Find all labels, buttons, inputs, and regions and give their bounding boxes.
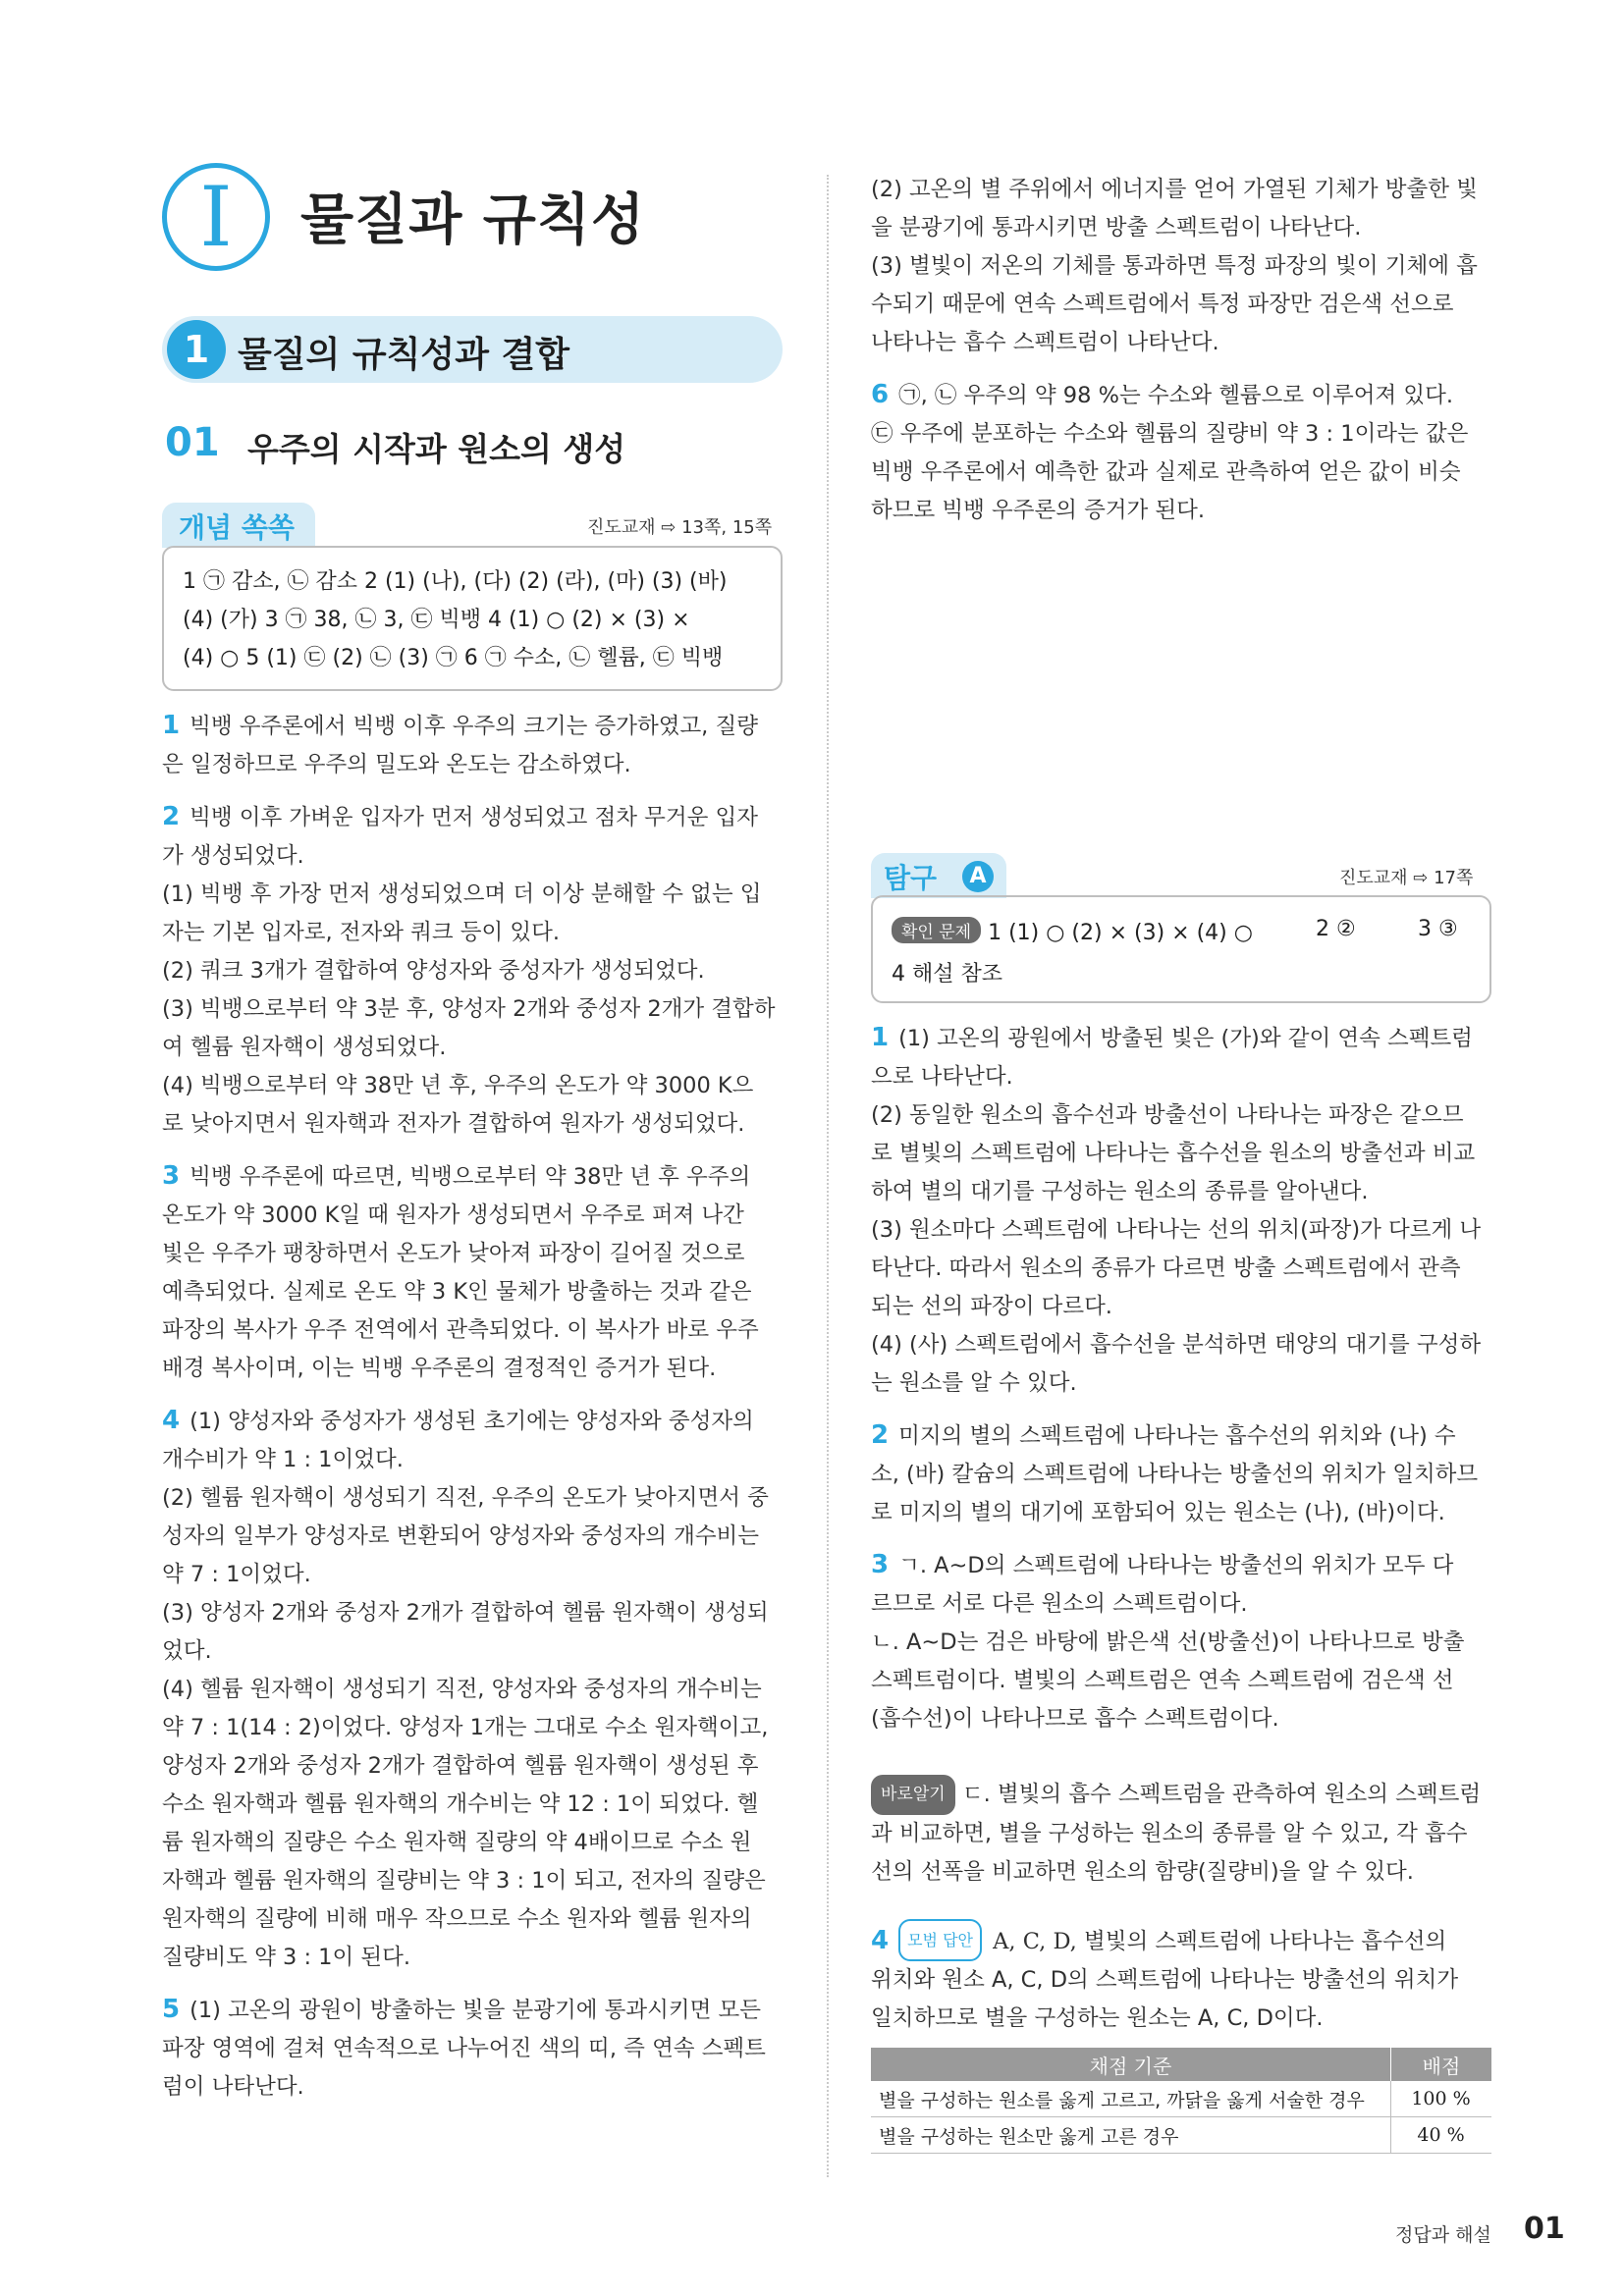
paragraph-line: (2) 동일한 원소의 흡수선과 방출선이 나타나는 파장은 같으므 (871, 1102, 1464, 1128)
model-answer-line: 일치하므로 별을 구성하는 원소는 A, C, D이다. (871, 2005, 1324, 2031)
paragraph-line: (2) 고온의 별 주위에서 에너지를 얻어 가열된 기체가 방출한 빛 (871, 177, 1478, 202)
paragraph-line: 파장 영역에 걸쳐 연속적으로 나누어진 색의 띠, 즉 연속 스펙트 (162, 2036, 766, 2061)
table-cell-criteria: 별을 구성하는 원소를 옳게 고르고, 까닭을 옳게 서술한 경우 (871, 2081, 1391, 2117)
concept-line: (4) (가) 3 ㉠ 38, ㉡ 3, ㉢ 빅뱅 4 (1) ○ (2) × (3) × (183, 608, 690, 632)
concept-tab-label: 개념 쏙쏙 (179, 511, 295, 544)
inquiry-reference: 진도교재 ⇨ 17쪽 (1339, 868, 1474, 888)
paragraph-line: 5 (1) 고온의 광원이 방출하는 빛을 분광기에 통과시키면 모든 (162, 1995, 761, 2024)
paragraph-line: 4 (1) 양성자와 중성자가 생성된 초기에는 양성자와 중성자의 (162, 1406, 754, 1435)
paragraph-line: (4) (사) 스펙트럼에서 흡수선을 분석하면 태양의 대기를 구성하 (871, 1332, 1482, 1358)
paragraph (871, 1546, 1491, 1738)
section-title: 물질의 규칙성과 결합 (238, 335, 570, 375)
paragraph-line: (3) 원소마다 스펙트럼에 나타나는 선의 위치(파장)가 다르게 나 (871, 1217, 1482, 1243)
paragraph-line: 하므로 빅뱅 우주론의 증거가 된다. (871, 498, 1206, 523)
paragraph-line: 스펙트럼이다. 별빛의 스펙트럼은 연속 스펙트럼에 검은색 선 (871, 1668, 1454, 1693)
paragraph-line: 으로 나타난다. (871, 1064, 1013, 1090)
inquiry-line-1 (892, 917, 1253, 945)
paragraph-line: (4) 헬륨 원자핵이 생성되기 직전, 양성자와 중성자의 개수비는 (162, 1677, 762, 1702)
question-number: 1 (162, 711, 181, 740)
paragraph-line: 로 낮아지면서 원자핵과 전자가 결합하여 원자가 생성되었다. (162, 1111, 745, 1137)
paragraph-line: 수되기 때문에 연속 스펙트럼에서 특정 파장만 검은색 선으로 (871, 292, 1454, 317)
paragraph (871, 1416, 1491, 1532)
paragraph-line: 1 빅뱅 우주론에서 빅뱅 이후 우주의 크기는 증가하였고, 질량 (162, 711, 758, 740)
paragraph-line: (1) 빅뱅 후 가장 먼저 생성되었으며 더 이상 분해할 수 없는 입 (162, 881, 762, 907)
question-number: 6 (871, 380, 890, 409)
concept-line: 1 ㉠ 감소, ㉡ 감소 2 (1) (나), (다) (2) (라), (마) (3) (바) (183, 569, 728, 594)
paragraph-line: 질량비도 약 3 : 1이 된다. (162, 1945, 411, 1970)
chapter-title: 물질과 규칙성 (300, 188, 646, 252)
table-header-score: 배점 (1391, 2048, 1492, 2081)
paragraph-line: 수소 원자핵과 헬륨 원자핵의 개수비는 약 12 : 1이 되었다. 헬 (162, 1791, 759, 1817)
correction-line: 과 비교하면, 별을 구성하는 원소의 종류를 알 수 있고, 각 흡수 (871, 1821, 1468, 1846)
inquiry-answer-3: 3 ③ (1418, 917, 1458, 941)
inquiry-answer-1: 1 (1) ○ (2) × (3) × (4) ○ (988, 921, 1253, 945)
paragraph-line: 예측되었다. 실제로 온도 약 3 K인 물체가 방출하는 것과 같은 (162, 1279, 752, 1305)
paragraph-line: 성자의 일부가 양성자로 변환되어 양성자와 중성자의 개수비는 (162, 1523, 760, 1549)
section-number: 1 (167, 320, 226, 379)
model-answer-block (871, 1919, 1491, 2038)
right-column-top-text (871, 171, 1491, 544)
paragraph-line: 가 생성되었다. (162, 843, 304, 869)
footer-label: 정답과 해설 (1395, 2224, 1491, 2246)
paragraph-line: 1 (1) 고온의 광원에서 방출된 빛은 (가)와 같이 연속 스펙트럼 (871, 1023, 1473, 1052)
paragraph-line: 파장의 복사가 우주 전역에서 관측되었다. 이 복사가 바로 우주 (162, 1317, 759, 1343)
paragraph-line: (3) 양성자 2개와 중성자 2개가 결합하여 헬륨 원자핵이 생성되 (162, 1600, 769, 1626)
question-number: 5 (162, 1995, 181, 2024)
question-number: 3 (162, 1161, 181, 1191)
correction-line: 바로알기 ㄷ. 별빛의 흡수 스펙트럼을 관측하여 원소의 스펙트럼 (871, 1775, 1491, 1815)
paragraph (162, 1157, 783, 1388)
inquiry-answer-2: 2 ② (1316, 917, 1356, 941)
paragraph (871, 1019, 1491, 1403)
paragraph-line: 자는 기본 입자로, 전자와 쿼크 등이 있다. (162, 920, 560, 945)
question-number: 2 (871, 1420, 890, 1450)
inquiry-badge: A (962, 861, 994, 892)
page-number: 01 (1524, 2212, 1565, 2246)
chapter-roman-badge (162, 163, 270, 271)
paragraph-line: 륨 원자핵의 질량은 수소 원자핵 질량의 약 4배이므로 수소 원 (162, 1830, 752, 1855)
paragraph-line: 빅뱅 우주론에서 예측한 값과 실제로 관측하여 얻은 값이 비슷 (871, 459, 1461, 485)
check-label: 확인 문제 (892, 917, 981, 943)
table-cell-score: 40 % (1391, 2117, 1492, 2154)
correction-block (871, 1775, 1491, 1892)
table-cell-score: 100 % (1391, 2081, 1492, 2117)
table-header-row (871, 2048, 1491, 2081)
correction-line: 선의 선폭을 비교하면 원소의 함량(질량비)을 알 수 있다. (871, 1859, 1414, 1885)
paragraph-line: 3 빅뱅 우주론에 따르면, 빅뱅으로부터 약 38만 년 후 우주의 (162, 1161, 751, 1191)
paragraph-line: 하여 별의 대기를 구성하는 원소의 종류를 알아낸다. (871, 1179, 1369, 1204)
paragraph (162, 707, 783, 784)
concept-reference: 진도교재 ⇨ 13쪽, 15쪽 (587, 517, 773, 538)
concept-line: (4) ○ 5 (1) ㉢ (2) ㉡ (3) ㉠ 6 ㉠ 수소, ㉡ 헬륨, ㉢ 빅뱅 (183, 646, 724, 670)
question-number: 1 (871, 1023, 890, 1052)
question-number: 3 (871, 1550, 890, 1579)
paragraph-line: 로 별빛의 스펙트럼에 나타나는 흡수선을 원소의 방출선과 비교 (871, 1141, 1476, 1166)
paragraph-line: 을 분광기에 통과시키면 방출 스펙트럼이 나타난다. (871, 215, 1362, 240)
paragraph-line: 약 7 : 1(14 : 2)이었다. 양성자 1개는 그대로 수소 원자핵이고, (162, 1715, 769, 1740)
model-answer-number: 4 (871, 1926, 890, 1955)
paragraph-line: 약 7 : 1이었다. (162, 1562, 311, 1587)
question-number: 2 (162, 802, 181, 831)
paragraph-line: 나타나는 흡수 스펙트럼이 나타난다. (871, 330, 1219, 355)
correction-label: 바로알기 (871, 1775, 955, 1815)
paragraph-line: 었다. (162, 1638, 212, 1664)
subsection-number: 01 (165, 420, 220, 465)
model-answer-line: 위치와 원소 A, C, D의 스펙트럼에 나타나는 방출선의 위치가 (871, 1967, 1459, 1993)
paragraph-line: 여 헬륨 원자핵이 생성되었다. (162, 1035, 447, 1060)
paragraph-line: 르므로 서로 다른 원소의 스펙트럼이다. (871, 1591, 1248, 1617)
paragraph-line: 럼이 나타난다. (162, 2074, 304, 2100)
paragraph-line: (흡수선)이 나타나므로 흡수 스펙트럼이다. (871, 1706, 1279, 1732)
paragraph-line: 3 ㄱ. A~D의 스펙트럼에 나타나는 방출선의 위치가 모두 다 (871, 1550, 1454, 1579)
paragraph-line: 되는 선의 파장이 다르다. (871, 1294, 1112, 1319)
paragraph-line: 6 ㉠, ㉡ 우주의 약 98 %는 수소와 헬륨으로 이루어져 있다. (871, 380, 1454, 409)
paragraph-line: (3) 빅뱅으로부터 약 3분 후, 양성자 2개와 중성자 2개가 결합하 (162, 996, 776, 1022)
paragraph-line: 온도가 약 3000 K일 때 원자가 생성되면서 우주로 퍼져 나간 (162, 1202, 744, 1228)
model-answer-line: 4 모범 답안 A, C, D, 별빛의 스펙트럼에 나타나는 흡수선의 (871, 1919, 1491, 1961)
paragraph-line: ㄴ. A~D는 검은 바탕에 밝은색 선(방출선)이 나타나므로 방출 (871, 1629, 1465, 1655)
chapter-roman: I (199, 169, 233, 265)
paragraph-line: (2) 헬륨 원자핵이 생성되기 직전, 우주의 온도가 낮아지면서 중 (162, 1485, 769, 1511)
paragraph-line: 타난다. 따라서 원소의 종류가 다르면 방출 스펙트럼에서 관측 (871, 1255, 1461, 1281)
paragraph-line: 양성자 2개와 중성자 2개가 결합하여 헬륨 원자핵이 생성된 후 (162, 1753, 759, 1779)
subsection-title: 우주의 시작과 원소의 생성 (247, 430, 626, 468)
paragraph-line: 2 미지의 별의 스펙트럼에 나타나는 흡수선의 위치와 (나) 수 (871, 1420, 1456, 1450)
paragraph-line: (4) 빅뱅으로부터 약 38만 년 후, 우주의 온도가 약 3000 K으 (162, 1073, 754, 1098)
paragraph (871, 376, 1491, 530)
paragraph-line: 자핵과 헬륨 원자핵의 질량비는 약 3 : 1이 되고, 전자의 질량은 (162, 1868, 766, 1894)
paragraph-line: (2) 쿼크 3개가 결합하여 양성자와 중성자가 생성되었다. (162, 958, 705, 984)
paragraph-line: 빛은 우주가 팽창하면서 온도가 낮아져 파장이 길어질 것으로 (162, 1241, 745, 1266)
column-divider (827, 175, 829, 2177)
paragraph-line: ㉢ 우주에 분포하는 수소와 헬륨의 질량비 약 3 : 1이라는 값은 (871, 421, 1469, 447)
paragraph (162, 1402, 783, 1977)
paragraph (162, 798, 783, 1144)
paragraph-line: 개수비가 약 1 : 1이었다. (162, 1447, 404, 1472)
paragraph (162, 1991, 783, 2107)
score-table (871, 2048, 1491, 2154)
inquiry-line-2: 4 해설 참조 (892, 962, 1002, 987)
table-header-criteria: 채점 기준 (871, 2048, 1391, 2081)
paragraph-line: 소, (바) 칼슘의 스펙트럼에 나타나는 방출선의 위치가 일치하므 (871, 1462, 1479, 1487)
table-row (871, 2117, 1491, 2154)
inquiry-tab-label: 탐구 (884, 862, 938, 894)
model-answer-label: 모범 답안 (898, 1919, 982, 1961)
paragraph (871, 171, 1491, 362)
table-cell-criteria: 별을 구성하는 원소만 옳게 고른 경우 (871, 2117, 1391, 2154)
paragraph-line: 배경 복사이며, 이는 빅뱅 우주론의 결정적인 증거가 된다. (162, 1356, 717, 1381)
paragraph-line: 2 빅뱅 이후 가벼운 입자가 먼저 생성되었고 점차 무거운 입자 (162, 802, 758, 831)
paragraph-line: 원자핵의 질량에 비해 매우 작으므로 수소 원자와 헬륨 원자의 (162, 1906, 752, 1932)
paragraph-line: 로 미지의 별의 대기에 포함되어 있는 원소는 (나), (바)이다. (871, 1500, 1445, 1525)
paragraph-line: (3) 별빛이 저온의 기체를 통과하면 특정 파장의 빛이 기체에 흡 (871, 253, 1478, 279)
paragraph-line: 는 원소를 알 수 있다. (871, 1370, 1077, 1396)
paragraph-line: 은 일정하므로 우주의 밀도와 온도는 감소하였다. (162, 752, 631, 777)
question-number: 4 (162, 1406, 181, 1435)
right-column-text (871, 1019, 1491, 1752)
left-column-text (162, 707, 783, 2120)
table-row (871, 2081, 1491, 2117)
